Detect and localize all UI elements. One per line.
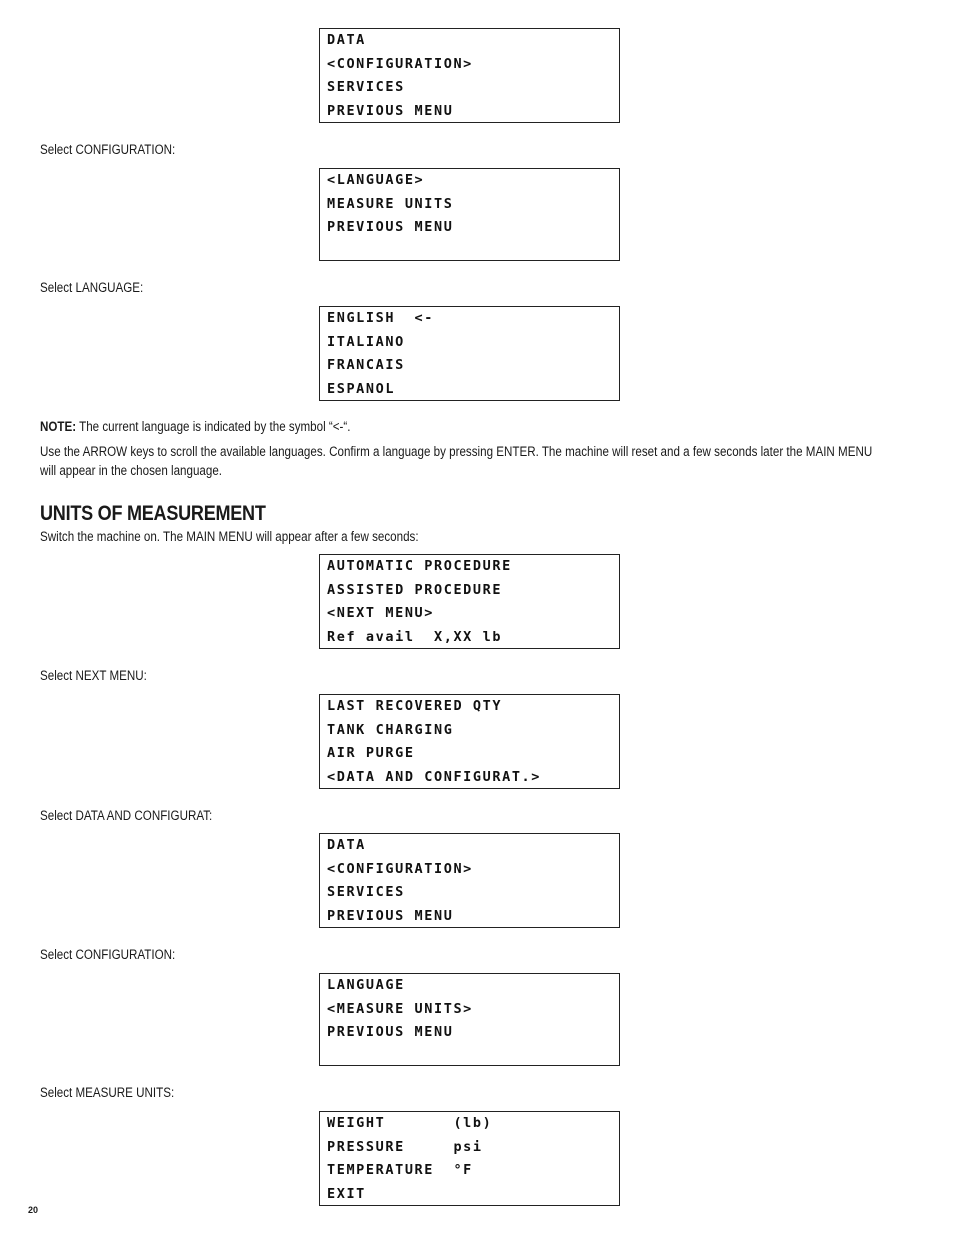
lcd-line: EXIT	[327, 1185, 366, 1202]
instruction-select-configuration: Select CONFIGURATION:	[40, 142, 176, 157]
lcd-screen-next-menu	[319, 694, 620, 789]
lcd-line: ASSISTED PROCEDURE	[327, 581, 503, 598]
note-label: NOTE:	[40, 419, 77, 434]
lcd-line: <CONFIGURATION>	[327, 55, 473, 72]
instruction-select-configuration-2: Select CONFIGURATION:	[40, 947, 176, 962]
lcd-screen-data-menu	[319, 28, 620, 123]
lcd-line: AUTOMATIC PROCEDURE	[327, 558, 512, 574]
lcd-screen-configuration-menu-2	[319, 973, 620, 1066]
lcd-line: <DATA AND CONFIGURAT.>	[327, 768, 542, 785]
lcd-screen-configuration-menu	[319, 168, 620, 261]
instruction-select-measure-units: Select MEASURE UNITS:	[40, 1085, 175, 1100]
instruction-select-language: Select LANGUAGE:	[40, 280, 144, 295]
lcd-line: MEASURE UNITS	[327, 195, 454, 212]
note	[40, 417, 351, 436]
lcd-screen-data-menu-2	[319, 833, 620, 928]
section-heading: UNITS OF MEASUREMENT	[40, 502, 266, 525]
lcd-line: WEIGHT (lb)	[327, 1115, 493, 1131]
lcd-line: SERVICES	[327, 884, 405, 900]
lcd-line: ESPANOL	[327, 380, 396, 397]
lcd-line: FRANCAIS	[327, 357, 405, 373]
instruction-select-data-config: Select DATA AND CONFIGURAT:	[40, 808, 213, 823]
instruction-switch-on: Switch the machine on. The MAIN MENU will appear after a few seconds:	[40, 529, 419, 544]
arrow-keys-paragraph: Use the ARROW keys to scroll the available languages. Confirm a language by pressing ENTER. The machine will reset and a few seconds later the MAIN MENU will appear in the chosen language.	[40, 444, 873, 478]
lcd-line: PREVIOUS MENU	[327, 102, 454, 119]
lcd-line: <LANGUAGE>	[327, 172, 425, 188]
lcd-line: <CONFIGURATION>	[327, 860, 473, 877]
page-number: 20	[28, 1205, 39, 1215]
lcd-line: PREVIOUS MENU	[327, 219, 454, 235]
lcd-line: SERVICES	[327, 79, 405, 95]
lcd-line: Ref avail X,XX lb	[327, 628, 503, 645]
lcd-line	[327, 240, 619, 264]
note-text: The current language is indicated by the symbol “<-“.	[76, 419, 351, 434]
instruction-select-next-menu: Select NEXT MENU:	[40, 668, 147, 683]
lcd-screen-language-list	[319, 306, 620, 401]
lcd-line: LANGUAGE	[327, 977, 405, 993]
lcd-line	[327, 1045, 619, 1069]
lcd-line: PRESSURE psi	[327, 1138, 483, 1155]
lcd-line: LAST RECOVERED QTY	[327, 698, 503, 714]
lcd-line: PREVIOUS MENU	[327, 907, 454, 924]
lcd-line: DATA	[327, 837, 366, 853]
lcd-line: TEMPERATURE °F	[327, 1162, 473, 1178]
lcd-line: AIR PURGE	[327, 745, 415, 761]
lcd-line: TANK CHARGING	[327, 721, 454, 738]
lcd-line: <MEASURE UNITS>	[327, 1000, 473, 1017]
lcd-line: <NEXT MENU>	[327, 605, 435, 621]
lcd-line: ENGLISH <-	[327, 310, 435, 326]
lcd-line: ITALIANO	[327, 333, 405, 350]
lcd-screen-measure-units	[319, 1111, 620, 1206]
lcd-screen-main-menu	[319, 554, 620, 649]
lcd-line: PREVIOUS MENU	[327, 1024, 454, 1040]
lcd-line: DATA	[327, 32, 366, 48]
